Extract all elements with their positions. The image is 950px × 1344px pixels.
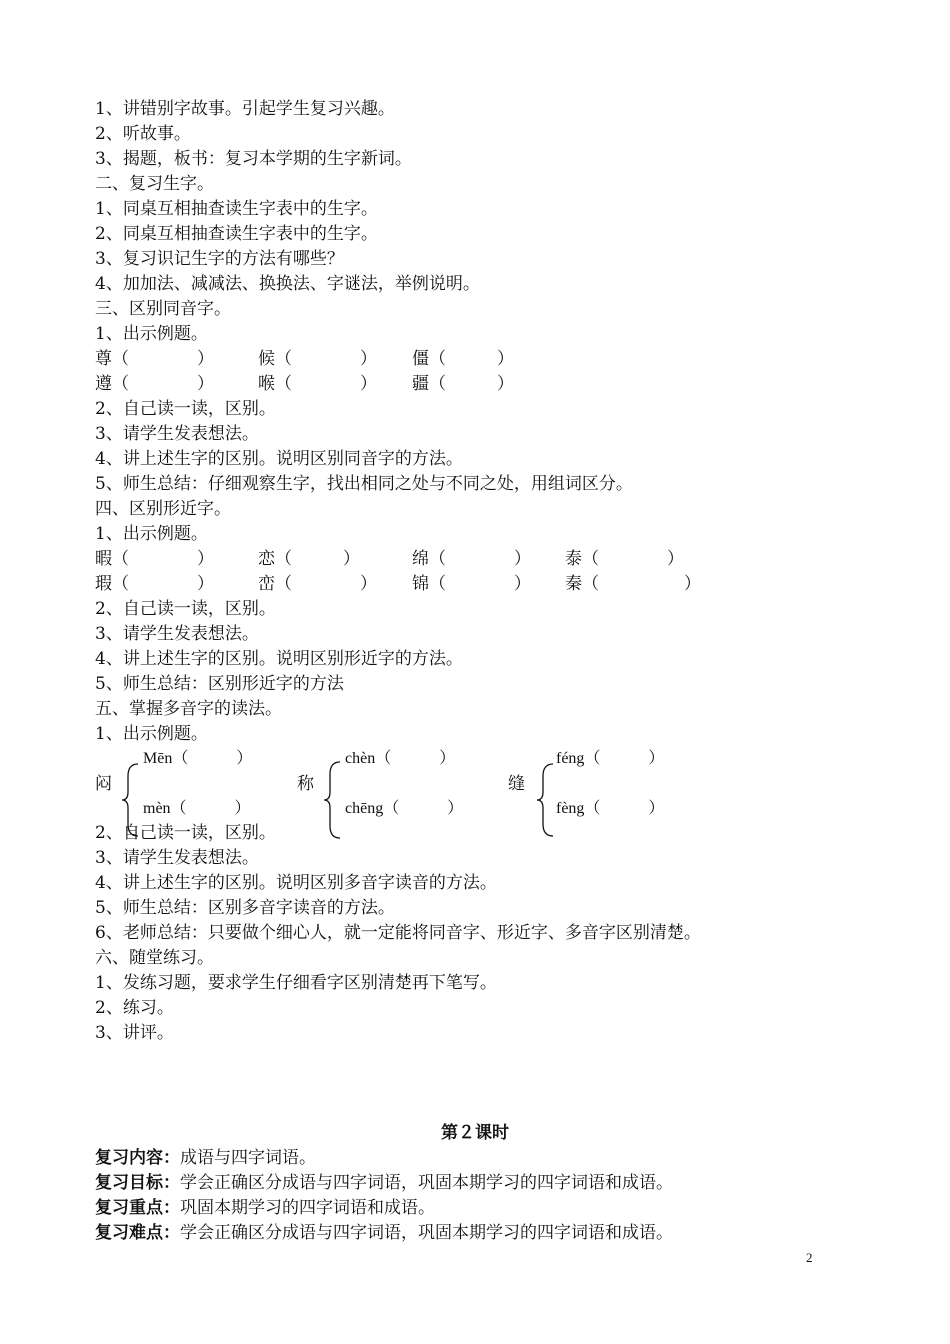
text-line: 4、加加法、减减法、换换法、字谜法，举例说明。 <box>95 274 480 294</box>
lesson-item-text: 巩固本期学习的四字词语和成语。 <box>180 1198 435 1218</box>
pinyin-lower: fèng（ ） <box>556 800 665 817</box>
text-line: 1、出示例题。 <box>95 724 208 744</box>
lesson-title: 第２课时 <box>441 1123 509 1143</box>
similar-char-item: 锦（ ） <box>412 574 531 594</box>
homophone-item: 候（ ） <box>258 349 377 369</box>
lesson-item <box>95 1222 673 1244</box>
text-line: 3、请学生发表想法。 <box>95 848 259 868</box>
homophone-item: 尊（ ） <box>95 349 214 369</box>
text-line: 4、讲上述生字的区别。说明区别同音字的方法。 <box>95 449 463 469</box>
lesson-item <box>95 1147 316 1169</box>
text-line: 2、自己读一读，区别。 <box>95 823 276 843</box>
text-line: 3、揭题，板书：复习本学期的生字新词。 <box>95 149 412 169</box>
pinyin-upper: Mēn（ ） <box>143 750 253 767</box>
section-heading: 三、区别同音字。 <box>95 299 231 319</box>
text-line: 3、复习识记生字的方法有哪些？ <box>95 249 344 269</box>
similar-char-item: 恋（ ） <box>258 549 360 569</box>
pinyin-lower: chēng（ ） <box>345 800 464 817</box>
polyphone-char: 闷 <box>95 774 112 794</box>
lesson-item-label: 复习重点： <box>95 1198 180 1218</box>
lesson-item-text: 学会正确区分成语与四字词语，巩固本期学习的四字词语和成语。 <box>180 1223 673 1243</box>
section-heading: 二、复习生字。 <box>95 174 214 194</box>
brace-icon <box>322 760 344 840</box>
homophone-item: 疆（ ） <box>412 374 514 394</box>
similar-char-item: 峦（ ） <box>258 574 377 594</box>
similar-char-item: 绵（ ） <box>412 549 531 569</box>
homophone-item: 遵（ ） <box>95 374 214 394</box>
lesson-item <box>95 1172 673 1194</box>
text-line: 3、请学生发表想法。 <box>95 424 259 444</box>
text-line: 1、出示例题。 <box>95 524 208 544</box>
page-number: 2 <box>806 1250 813 1265</box>
text-line: 3、请学生发表想法。 <box>95 624 259 644</box>
text-line: 2、练习。 <box>95 998 174 1018</box>
polyphone-char: 缝 <box>508 774 525 794</box>
text-line: 2、自己读一读，区别。 <box>95 599 276 619</box>
text-line: 6、老师总结：只要做个细心人，就一定能将同音字、形近字、多音字区别清楚。 <box>95 923 701 943</box>
text-line: 5、师生总结：仔细观察生字，找出相同之处与不同之处，用组词区分。 <box>95 474 633 494</box>
text-line: 4、讲上述生字的区别。说明区别多音字读音的方法。 <box>95 873 497 893</box>
text-line: 1、发练习题，要求学生仔细看字区别清楚再下笔写。 <box>95 973 497 993</box>
polyphone-char: 称 <box>297 774 314 794</box>
homophone-item: 喉（ ） <box>258 374 377 394</box>
lesson-item-text: 学会正确区分成语与四字词语，巩固本期学习的四字词语和成语。 <box>180 1173 673 1193</box>
text-line: 1、讲错别字故事。引起学生复习兴趣。 <box>95 99 395 119</box>
text-line: 2、听故事。 <box>95 124 191 144</box>
text-line: 3、讲评。 <box>95 1023 174 1043</box>
similar-char-item: 泰（ ） <box>565 549 684 569</box>
section-heading: 六、随堂练习。 <box>95 948 214 968</box>
lesson-item-label: 复习难点： <box>95 1223 180 1243</box>
pinyin-upper: chèn（ ） <box>345 750 456 767</box>
lesson-item-text: 成语与四字词语。 <box>180 1148 316 1168</box>
pinyin-upper: féng（ ） <box>556 750 665 767</box>
text-line: 5、师生总结：区别形近字的方法 <box>95 674 344 694</box>
lesson-item-label: 复习内容： <box>95 1148 180 1168</box>
similar-char-item: 暇（ ） <box>95 549 214 569</box>
section-heading: 五、掌握多音字的读法。 <box>95 699 282 719</box>
text-line: 4、讲上述生字的区别。说明区别形近字的方法。 <box>95 649 463 669</box>
brace-icon <box>535 762 557 838</box>
lesson-item <box>95 1197 435 1219</box>
homophone-item: 僵（ ） <box>412 349 514 369</box>
text-line: 2、同桌互相抽查读生字表中的生字。 <box>95 224 378 244</box>
text-line: 2、自己读一读，区别。 <box>95 399 276 419</box>
similar-char-item: 瑕（ ） <box>95 574 214 594</box>
lesson-item-label: 复习目标： <box>95 1173 180 1193</box>
similar-char-item: 秦（ ） <box>565 574 701 594</box>
section-heading: 四、区别形近字。 <box>95 499 231 519</box>
text-line: 5、师生总结：区别多音字读音的方法。 <box>95 898 395 918</box>
pinyin-lower: mèn（ ） <box>143 800 251 817</box>
text-line: 1、同桌互相抽查读生字表中的生字。 <box>95 199 378 219</box>
text-line: 1、出示例题。 <box>95 324 208 344</box>
